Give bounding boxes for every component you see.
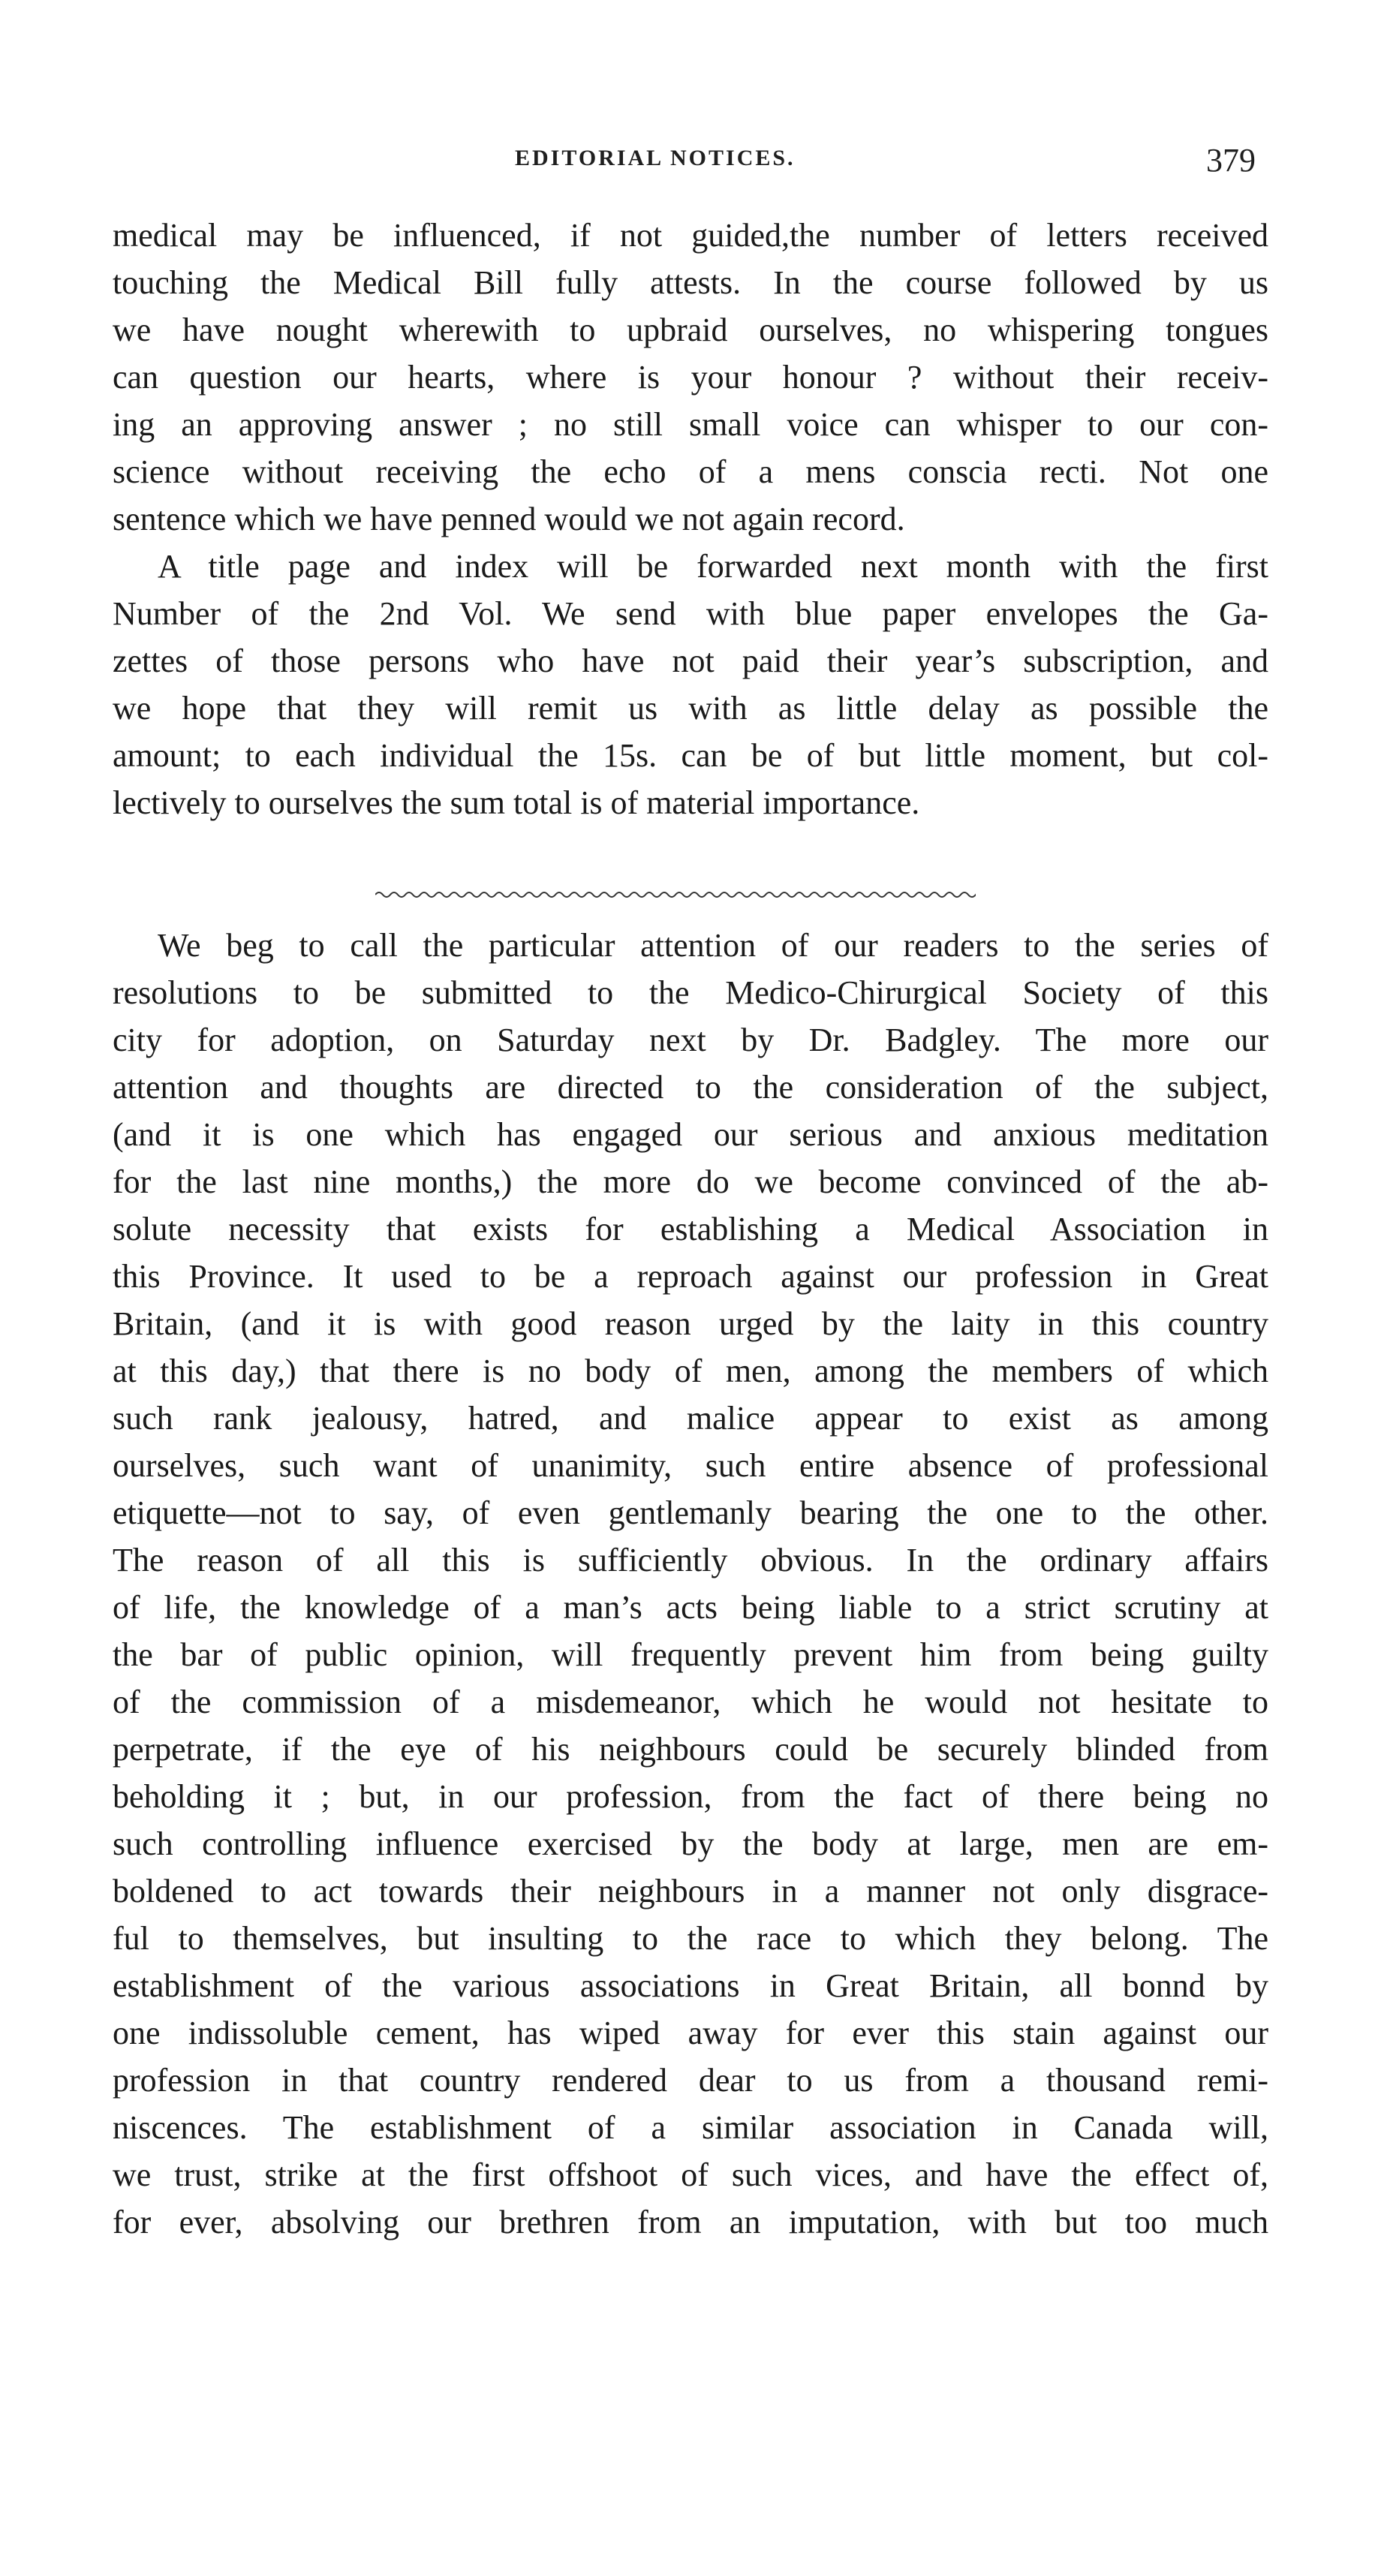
text-line: attention and thoughts are directed to the consideration of the subject,: [113, 1069, 1268, 1106]
text-line: medical may be influenced, if not guided,the number of letters received: [113, 217, 1268, 254]
text-line: ful to themselves, but insulting to the race to which they belong. The: [113, 1920, 1268, 1957]
text-line: perpetrate, if the eye of his neighbours could be securely blinded from: [113, 1731, 1268, 1768]
text-line: amount; to each individual the 15s. can be of but little moment, but col-: [113, 737, 1268, 774]
text-line: we have nought wherewith to upbraid ourselves, no whispering tongues: [113, 311, 1268, 348]
text-line: can question our hearts, where is your honour ? without their receiv-: [113, 359, 1268, 396]
page-number: 379: [1206, 142, 1256, 179]
text-line: ing an approving answer ; no still small voice can whisper to our con-: [113, 406, 1268, 443]
text-line: zettes of those persons who have not paid their year’s subscription, and: [113, 642, 1268, 679]
text-line: Number of the 2nd Vol. We send with blue paper envelopes the Ga-: [113, 595, 1268, 632]
text-line: for ever, absolving our brethren from an imputation, with but too much: [113, 2204, 1268, 2240]
text-line: niscences. The establishment of a similar association in Canada will,: [113, 2109, 1268, 2146]
text-line: beholding it ; but, in our profession, from the fact of there being no: [113, 1778, 1268, 1815]
text-line: of life, the knowledge of a man’s acts being liable to a strict scrutiny at: [113, 1589, 1268, 1626]
text-line: boldened to act towards their neighbours in a manner not only disgrace-: [113, 1873, 1268, 1909]
text-line: of the commission of a misdemeanor, which he would not hesitate to: [113, 1684, 1268, 1720]
text-line: touching the Medical Bill fully attests. In the course followed by us: [113, 264, 1268, 301]
text-line: The reason of all this is sufficiently obvious. In the ordinary affairs: [113, 1542, 1268, 1578]
text-line: city for adoption, on Saturday next by Dr. Badgley. The more our: [113, 1022, 1268, 1058]
paragraph-medical-bill: [113, 212, 1268, 543]
text-line: establishment of the various associations in Great Britain, all bonnd by: [113, 1967, 1268, 2004]
text-line: profession in that country rendered dear to us from a thousand remi-: [113, 2062, 1268, 2099]
running-head: EDITORIAL NOTICES.: [515, 146, 796, 170]
text-line: Britain, (and it is with good reason urged by the laity in this country: [113, 1305, 1268, 1342]
text-line: for the last nine months,) the more do we become convinced of the ab-: [113, 1163, 1268, 1200]
text-line: at this day,) that there is no body of men, among the members of which: [113, 1353, 1268, 1389]
text-line: one indissoluble cement, has wiped away for ever this stain against our: [113, 2015, 1268, 2051]
text-line: ourselves, such want of unanimity, such entire absence of professional: [113, 1447, 1268, 1484]
text-line: (and it is one which has engaged our serious and anxious meditation: [113, 1116, 1268, 1153]
text-line: science without receiving the echo of a mens conscia recti. Not one: [113, 453, 1268, 490]
page-header: [0, 141, 1381, 186]
text-line: etiquette—not to say, of even gentlemanly bearing the one to the other.: [113, 1494, 1268, 1531]
text-line: lectively to ourselves the sum total is of material importance.: [113, 784, 920, 821]
text-line: we hope that they will remit us with as little delay as possible the: [113, 690, 1268, 727]
text-line: resolutions to be submitted to the Medico-Chirurgical Society of this: [113, 974, 1268, 1011]
paragraph-title-page-notice: [113, 543, 1268, 826]
text-line: such rank jealousy, hatred, and malice appear to exist as among: [113, 1400, 1268, 1437]
section-divider-ornament: [375, 886, 976, 904]
text-line: we trust, strike at the first offshoot of such vices, and have the effect of,: [113, 2156, 1268, 2193]
text-line: such controlling influence exercised by the body at large, men are em-: [113, 1825, 1268, 1862]
text-line: A title page and index will be forwarded next month with the first: [158, 548, 1268, 585]
text-line: solute necessity that exists for establishing a Medical Association in: [113, 1211, 1268, 1247]
text-line: the bar of public opinion, will frequently prevent him from being guilty: [113, 1636, 1268, 1673]
text-line: We beg to call the particular attention of our readers to the series of: [158, 927, 1268, 964]
text-line: sentence which we have penned would we not again record.: [113, 501, 905, 537]
paragraph-medical-association: [113, 922, 1268, 2246]
text-line: this Province. It used to be a reproach against our profession in Great: [113, 1258, 1268, 1295]
